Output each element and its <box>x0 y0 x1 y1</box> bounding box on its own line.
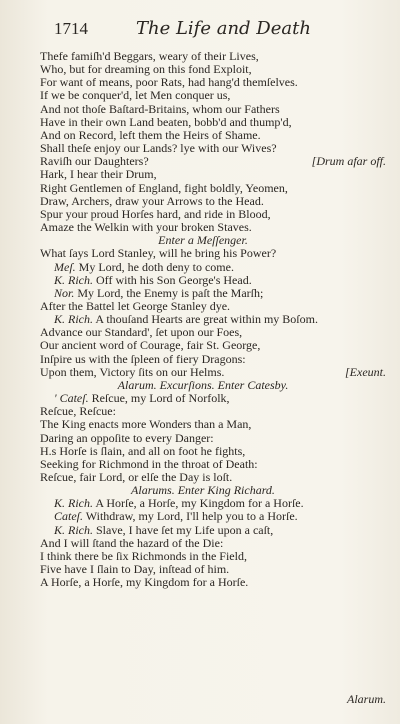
line-text: And on Record, left them the Heirs of Shame. <box>40 127 261 142</box>
speaker-name: K. Rich. <box>54 272 93 287</box>
line-text: Who, but for dreaming on this fond Exploit, <box>40 62 252 77</box>
line-text: And not thoſe Baſtard-Britains, whom our Fathers <box>40 101 280 116</box>
page-header <box>40 18 386 44</box>
line-text: Daring an oppoſite to every Danger: <box>40 430 214 445</box>
line-text: Our ancient word of Courage, fair St. George, <box>40 338 261 353</box>
line-text: The King enacts more Wonders than a Man, <box>40 417 252 432</box>
line-text: Have in their own Land beaten, bobb'd and thump'd, <box>40 114 292 129</box>
line-text: Alarum. Excurſions. Enter Catesby. <box>117 377 289 392</box>
line-text: Right Gentlemen of England, fight boldly, Yeomen, <box>40 180 288 195</box>
stage-direction: Alarum. <box>347 692 386 706</box>
stage-direction: [Drum afar off. <box>311 154 386 169</box>
line-text: Reſcue, fair Lord, or elſe the Day is loſt. <box>40 470 233 484</box>
play-text <box>40 50 386 589</box>
running-title: The Life and Death <box>136 18 311 39</box>
speaker-name: Cateſ. <box>54 509 83 524</box>
line-text: After the Battel let George Stanley dye. <box>40 298 231 313</box>
line-text: Hark, I hear their Drum, <box>40 167 157 182</box>
line-text: Withdraw, my Lord, I'll help you to a Horſe. <box>85 509 298 524</box>
speaker-name: ' Cateſ. <box>54 391 89 406</box>
line-text: Inſpire us with the ſpleen of fiery Dragons: <box>40 351 246 366</box>
speaker-name: Meſ. <box>54 259 76 274</box>
speaker-name: Nor. <box>54 285 75 300</box>
line-text: A thouſand Hearts are great within my Boſom. <box>95 312 318 327</box>
line-text: My Lord, he doth deny to come. <box>78 259 234 274</box>
line-text: For want of means, poor Rats, had hang'd themſelves. <box>40 75 298 90</box>
line-text: Upon them, Victory ſits on our Helms. <box>40 364 225 379</box>
line-text: Spur your proud Horſes hard, and ride in Blood, <box>40 206 271 221</box>
line-text: Amaze the Welkin with your broken Staves. <box>40 220 252 235</box>
line-text: Reſcue, Reſcue: <box>40 404 116 419</box>
line-text: Shall theſe enjoy our Lands? lye with our Wives? <box>40 141 277 156</box>
line-text: Reſcue, my Lord of Norfolk, <box>91 391 230 406</box>
line-text: Advance our Standard', ſet upon our Foes, <box>40 325 243 340</box>
line-text: H.s Horſe is ſlain, and all on foot he fights, <box>40 443 246 458</box>
line-text: Raviſh our Daughters? <box>40 154 149 169</box>
line-text: Slave, I have ſet my Life upon a caſt, <box>96 522 274 537</box>
line-text: Draw, Archers, draw your Arrows to the Head. <box>40 193 264 208</box>
speaker-name: K. Rich. <box>54 496 93 511</box>
stage-direction: [Exeunt. <box>345 364 386 379</box>
line-text: What ſays Lord Stanley, will he bring his Power? <box>40 246 277 261</box>
line-text: I think there be ſix Richmonds in the Field, <box>40 548 247 563</box>
line-text: My Lord, the Enemy is paſt the Marſh; <box>77 285 264 300</box>
page-number: 1714 <box>54 19 88 38</box>
line-text: Enter a Meſſenger. <box>158 233 248 248</box>
line-text: If we be conquer'd, let Men conquer us, <box>40 88 231 103</box>
line-text: Off with his Son George's Head. <box>96 272 252 287</box>
line-text: And I will ſtand the hazard of the Die: <box>40 535 224 550</box>
speaker-name: K. Rich. <box>54 522 93 537</box>
line-text: Thefe famiſh'd Beggars, weary of their Lives, <box>40 49 259 63</box>
verse-line <box>40 576 386 589</box>
line-text: Alarums. Enter King Richard. <box>131 483 275 498</box>
line-text: A Horſe, a Horſe, my Kingdom for a Horſe. <box>95 496 304 511</box>
speaker-name: K. Rich. <box>54 312 93 327</box>
line-text: Seeking for Richmond in the throat of Death: <box>40 456 258 471</box>
line-text: Five have I ſlain to Day, inſtead of him. <box>40 562 230 577</box>
line-text: A Horſe, a Horſe, my Kingdom for a Horſe. <box>40 575 249 590</box>
